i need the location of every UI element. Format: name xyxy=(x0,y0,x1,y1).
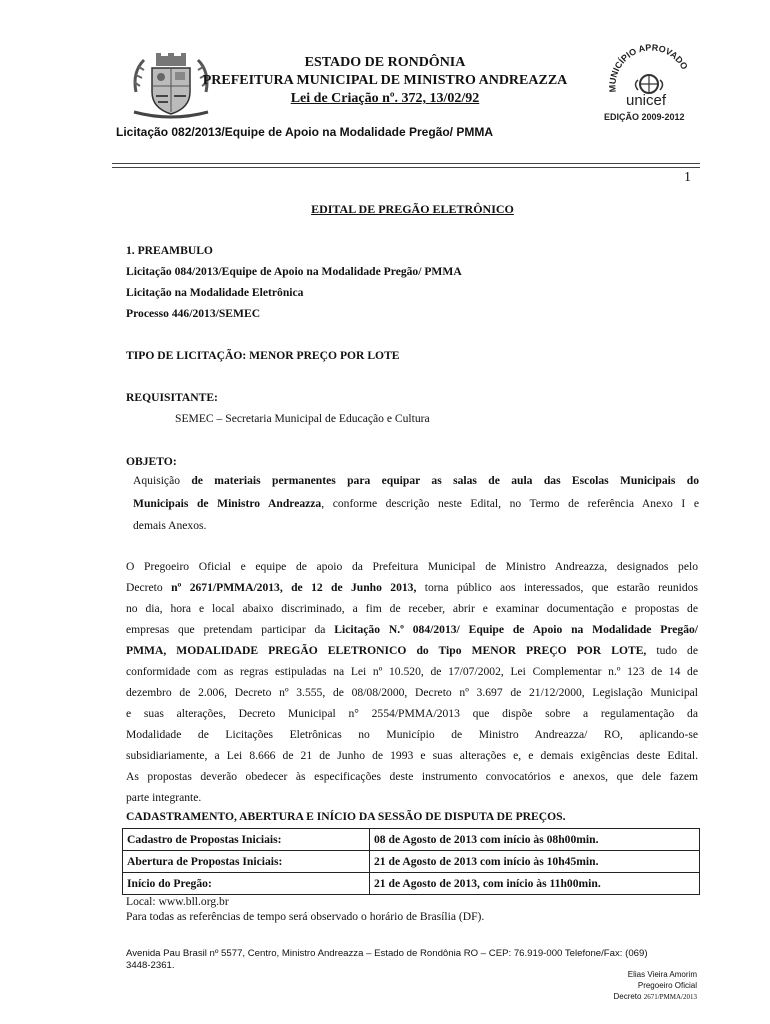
requisitante-heading: REQUISITANTE: xyxy=(126,391,218,404)
local-line: Local: www.bll.org.br xyxy=(126,895,229,908)
preambulo-line-3: Processo 446/2013/SEMEC xyxy=(126,307,261,320)
signer-role: Pregoeiro Oficial xyxy=(637,981,697,990)
referencia-line: Para todas as referências de tempo será observado o horário de Brasília (DF). xyxy=(126,910,485,923)
footer-address-1: Avenida Pau Brasil nº 5577, Centro, Ministro Andreazza – Estado de Rondônia RO – CEP: 76.919-000 Telefone/Fax: (069) xyxy=(126,948,648,959)
schedule-value: 21 de Agosto de 2013, com início às 11h00min. xyxy=(370,873,700,895)
badge-edition: EDIÇÃO 2009-2012 xyxy=(604,112,685,122)
schedule-value: 21 de Agosto de 2013 com início às 10h45min. xyxy=(370,851,700,873)
body-line-4: empresas que pretendam participar da Licitação N.º 084/2013/ Equipe de Apoio na Modalidade Pregão/ xyxy=(126,623,699,636)
preambulo-line-2: Licitação na Modalidade Eletrônica xyxy=(126,286,304,299)
objeto-line-2: Municipais de Ministro Andreazza, conforme descrição neste Edital, no Termo de referência Anexo I e xyxy=(133,497,699,510)
header-prefeitura: PREFEITURA MUNICIPAL DE MINISTRO ANDREAZZA xyxy=(202,73,568,88)
schedule-label: Início do Pregão: xyxy=(123,873,370,895)
footer-address-2: 3448-2361. xyxy=(126,960,175,971)
body-line-11: As propostas deverão obedecer às especificações deste instrumento convocatórios e anexos, que dele fazem xyxy=(126,770,698,783)
body-line-5: PMMA, MODALIDADE PREGÃO ELETRONICO do Tipo MENOR PREÇO POR LOTE, tudo de xyxy=(126,644,699,657)
header-state: ESTADO DE RONDÔNIA xyxy=(304,55,466,70)
page-number: 1 xyxy=(684,170,691,185)
signer-name: Elias Vieira Amorim xyxy=(627,970,697,979)
schedule-value: 08 de Agosto de 2013 com início às 08h00min. xyxy=(370,829,700,851)
unicef-badge xyxy=(600,40,700,125)
body-line-10: subsidiariamente, a Lei 8.666 de 21 de Junho de 1993 e suas alterações e, e demais exigências deste Edital. xyxy=(126,749,698,762)
body-line-9: Modalidade de Licitações Eletrônicas no Município de Ministro Andreazza/ RO, aplicando-se xyxy=(126,728,698,741)
requisitante-text: SEMEC – Secretaria Municipal de Educação e Cultura xyxy=(175,412,430,425)
table-row xyxy=(123,829,700,851)
body-line-6: conformidade com as regras estipuladas na Lei nº 10.520, de 17/07/2002, Lei Complementar n.º 123 de 14 de xyxy=(126,665,698,678)
document-title: EDITAL DE PREGÃO ELETRÔNICO xyxy=(311,202,514,216)
table-row xyxy=(123,851,700,873)
body-line-2: Decreto nº 2671/PMMA/2013, de 12 de Junho 2013, torna público aos interessados, que estarão reunidos xyxy=(126,581,699,594)
schedule-label: Cadastro de Propostas Iniciais: xyxy=(123,829,370,851)
body-line-3: no dia, hora e local abaixo discriminado, a fim de receber, abrir e examinar documentação e propostas de xyxy=(126,602,698,615)
badge-arc-text: MUNICÍPIO APROVADO xyxy=(607,42,690,93)
objeto-line-1: Aquisição de materiais permanentes para equipar as salas de aula das Escolas Municipais do xyxy=(133,474,699,487)
objeto-line-3: demais Anexos. xyxy=(133,519,207,532)
cadastramento-heading: CADASTRAMENTO, ABERTURA E INÍCIO DA SESSÃO DE DISPUTA DE PREÇOS. xyxy=(126,810,566,823)
header-lei: Lei de Criação nº. 372, 13/02/92 xyxy=(290,91,480,106)
header-divider xyxy=(112,163,700,168)
body-line-1: O Pregoeiro Oficial e equipe de apoio da Prefeitura Municipal de Ministro Andreazza, designados pelo xyxy=(126,560,698,573)
table-row xyxy=(123,873,700,895)
body-line-12: parte integrante. xyxy=(126,791,202,804)
preambulo-heading: 1. PREAMBULO xyxy=(126,244,213,257)
licitacao-header-line: Licitação 082/2013/Equipe de Apoio na Modalidade Pregão/ PMMA xyxy=(116,125,493,139)
objeto-heading: OBJETO: xyxy=(126,455,177,468)
schedule-label: Abertura de Propostas Iniciais: xyxy=(123,851,370,873)
tipo-licitacao: TIPO DE LICITAÇÃO: MENOR PREÇO POR LOTE xyxy=(126,349,400,362)
signer-decreto: Decreto 2671/PMMA/2013 xyxy=(613,992,697,1001)
body-line-7: dezembro de 2.006, Decreto nº 3.555, de 08/08/2000, Decreto nº 3.697 de 21/12/2000, Legislação Municipal xyxy=(126,686,698,699)
preambulo-line-1: Licitação 084/2013/Equipe de Apoio na Modalidade Pregão/ PMMA xyxy=(126,265,462,278)
badge-unicef-text: unicef xyxy=(626,92,667,109)
schedule-table xyxy=(122,828,700,895)
body-line-8: e suas alterações, Decreto Municipal n° 2554/PMMA/2013 que dispõe sobre a regulamentação da xyxy=(126,707,698,720)
